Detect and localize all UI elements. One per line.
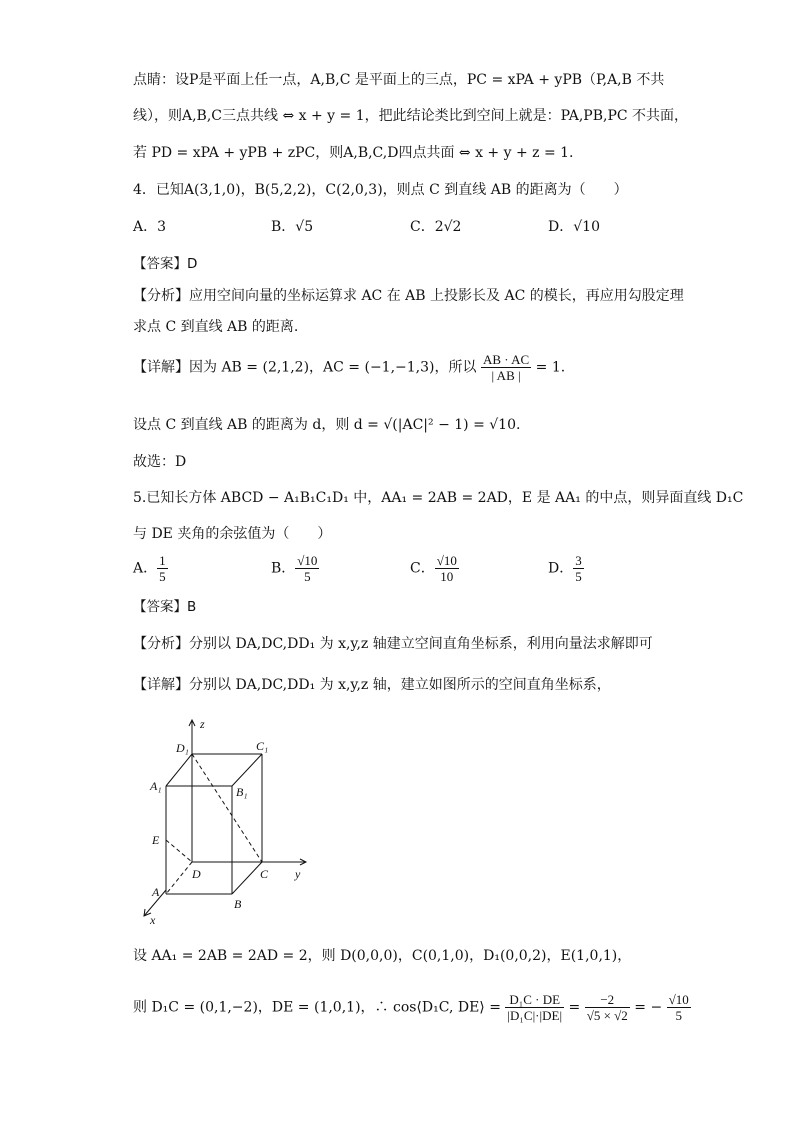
q4-detail-result: = 1. xyxy=(535,359,566,376)
note-line-1: 点睛：设P是平面上任一点，A,B,C 是平面上的三点，PC = xPA + yPB（P,A,B 不共 xyxy=(133,72,665,88)
q5-option-b: B． $\frac{√10}{5}$ xyxy=(271,553,318,584)
vertex-label-a1: A₁ xyxy=(150,779,162,793)
vertex-label-a: A xyxy=(152,885,160,899)
q4-analysis-2: 求点 C 到直线 AB 的距离. xyxy=(133,319,299,335)
q4-option-a: A．3 xyxy=(133,219,167,235)
question-5-stem-1: 5.已知长方体 ABCD − A₁B₁C₁D₁ 中，AA₁ = 2AB = 2AD，E 是 AA₁ 的中点，则异面直线 D₁C xyxy=(133,490,744,506)
q5-detail: 【详解】分别以 DA,DC,DD₁ 为 x,y,z 轴，建立如图所示的空间直角坐标系， xyxy=(133,677,611,693)
vertex-label-e: E xyxy=(152,833,160,847)
q5-cosine-result: $\frac{√10}{5}$ xyxy=(668,992,689,1023)
q4-option-d: D．√10 xyxy=(548,219,600,235)
vertex-label-d1: D₁ xyxy=(176,741,189,755)
q4-distance: 设点 C 到直线 AB 的距离为 d，则 d = √(|AC|² − 1) = √10. xyxy=(133,417,521,433)
axis-label-z: z xyxy=(200,717,205,731)
q4-option-b: B．√5 xyxy=(271,219,314,235)
q5-option-c: C． $\frac{√10}{10}$ xyxy=(410,553,457,584)
q4-projection-fraction: $\frac{AB \cdot AC}{| AB |}$ xyxy=(482,352,530,383)
question-4-stem: 4．已知A(3,1,0)，B(5,2,2)，C(2,0,3)，则点 C 到直线 AB 的距离为（ ） xyxy=(133,182,628,198)
q5-cosine-fraction: $\frac{\text{D₁C · DE}}{\text{|D₁C|·|DE|}}$ xyxy=(507,992,563,1023)
vertex-label-c1: C₁ xyxy=(256,739,269,753)
q4-detail xyxy=(133,352,565,383)
q4-option-c: C．2√2 xyxy=(410,219,462,235)
q4-analysis-1: 【分析】应用空间向量的坐标运算求 AC 在 AB 上投影长及 AC 的模长，再应用勾股定理 xyxy=(133,288,684,304)
note-line-2: 线），则A,B,C三点共线 ⇔ x + y = 1，把此结论类比到空间上就是：PA,PB,PC 不共面， xyxy=(133,108,689,124)
vertex-label-d: D xyxy=(192,867,201,881)
q4-answer: 【答案】D xyxy=(133,256,198,272)
q5-answer: 【答案】B xyxy=(133,599,197,615)
vertex-label-b1: B₁ xyxy=(236,785,248,799)
note-line-3: 若 PD = xPA + yPB + zPC，则A,B,C,D四点共面 ⇔ x + y + z = 1. xyxy=(133,145,574,161)
q4-detail-text: 【详解】因为 AB = (2,1,2)，AC = (−1,−1,3)，所以 xyxy=(133,359,477,376)
q5-cosine-text: 则 D₁C = (0,1,−2)，DE = (1,0,1)，∴ cos⟨D₁C, DE⟩ = xyxy=(133,999,501,1016)
cuboid-coordinate-figure xyxy=(130,712,320,927)
axis-label-x: x xyxy=(150,913,156,927)
q5-analysis: 【分析】分别以 DA,DC,DD₁ 为 x,y,z 轴建立空间直角坐标系，利用向量法求解即可 xyxy=(133,636,653,652)
vertex-label-b: B xyxy=(234,897,242,911)
q5-option-d: D． $\frac{3}{5}$ xyxy=(548,553,582,584)
question-5-stem-2: 与 DE 夹角的余弦值为（ ） xyxy=(133,526,332,542)
q5-option-a: A． $\frac{1}{5}$ xyxy=(133,553,166,584)
vertex-label-c: C xyxy=(260,867,269,881)
q5-cosine xyxy=(133,992,691,1023)
axis-label-y: y xyxy=(295,867,301,881)
q5-coordinates: 设 AA₁ = 2AB = 2AD = 2，则 D(0,0,0)，C(0,1,0)，D₁(0,0,2)，E(1,0,1)， xyxy=(133,948,632,964)
q4-conclusion: 故选：D xyxy=(133,454,187,470)
q5-equals: = xyxy=(568,999,581,1016)
q5-cosine-fraction-2: $\frac{-2}{√5 \times √2}$ xyxy=(586,992,628,1023)
q5-equals-neg: = − xyxy=(634,999,663,1016)
